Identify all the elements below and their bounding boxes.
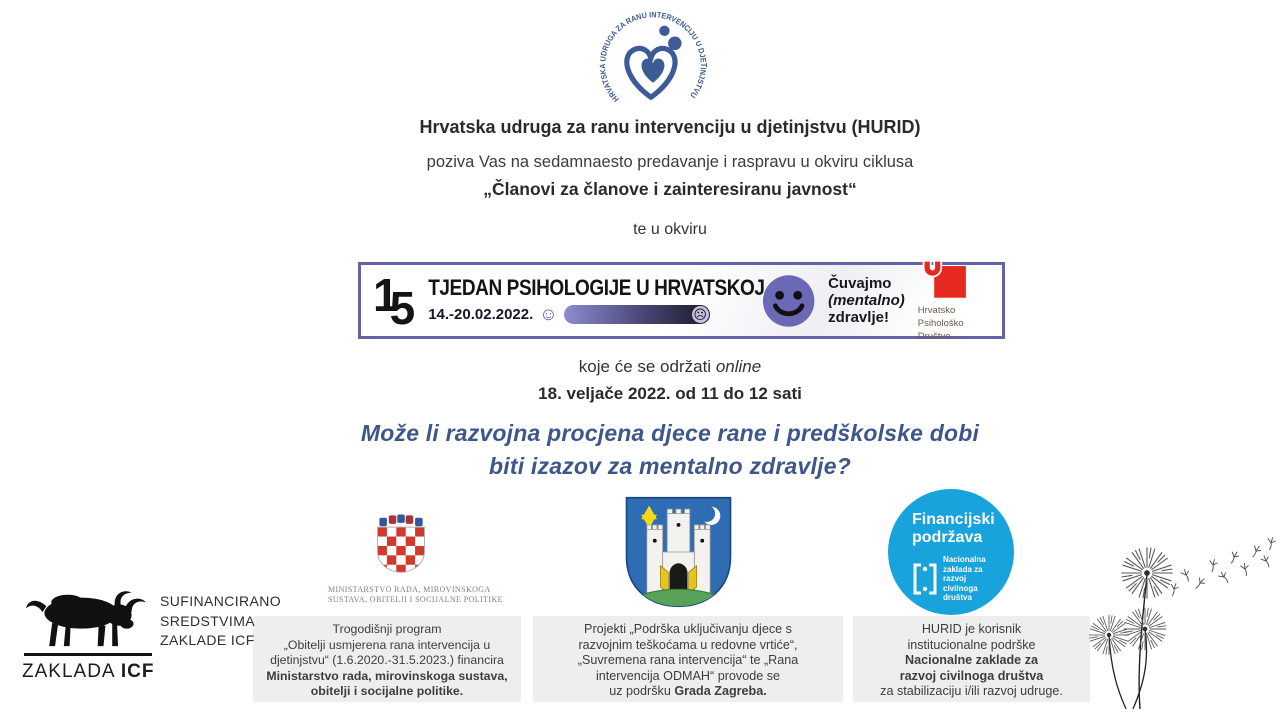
hpd-logo-block bbox=[918, 259, 994, 342]
note-line: Projekti „Podrška uključivanju djece s bbox=[584, 622, 792, 636]
lecture-question-line2: biti izazov za mentalno zdravlje? bbox=[489, 453, 851, 479]
slogan-line: Čuvajmo bbox=[828, 275, 892, 292]
crown-shields bbox=[379, 514, 422, 526]
banner-title-block bbox=[428, 275, 765, 324]
icf-rule bbox=[24, 653, 152, 656]
note-line: djetinjstvu“ (1.6.2020.-31.5.2023.) financira bbox=[270, 653, 504, 667]
digit-5: 5 bbox=[389, 281, 416, 334]
hpd-name-line: Hrvatsko bbox=[917, 305, 956, 316]
note-line: HURID je korisnik bbox=[921, 622, 1022, 636]
foundation-support-line1: Financijski bbox=[912, 511, 995, 528]
foundation-name-line: društva bbox=[943, 593, 972, 602]
note-box-zagreb bbox=[533, 616, 843, 702]
note-line: intervencija ODMAH“ provode se bbox=[595, 668, 781, 683]
zagreb-coat-of-arms-icon bbox=[622, 492, 735, 612]
dandelion-illustration-icon bbox=[1082, 533, 1277, 715]
big-smiley-icon bbox=[762, 273, 815, 329]
hurid-logo-icon bbox=[594, 8, 712, 116]
banner-date-row bbox=[428, 305, 749, 324]
icf-funding-text bbox=[160, 592, 281, 651]
slogan-line: (mentalno) bbox=[828, 292, 905, 309]
icf-funding-line: SUFINANCIRANO bbox=[160, 593, 282, 609]
note-line-bold: Grada Zagreba. bbox=[674, 684, 767, 698]
note-line: Ministarstvo rada, mirovinskoga sustava, bbox=[266, 668, 508, 683]
note-line: razvojnim teškoćama u redovne vrtiće“, bbox=[578, 637, 798, 652]
banner-dates: 14.-20.02.2022. bbox=[428, 305, 534, 323]
note-line: „Suvremena rana intervencija“ te „Rana bbox=[577, 653, 799, 667]
hpd-logo-icon bbox=[918, 259, 968, 303]
banner-title: TJEDAN PSIHOLOGIJE U HRVATSKOJ bbox=[428, 275, 765, 301]
icf-name bbox=[22, 661, 154, 683]
note-box-ministry bbox=[253, 616, 521, 702]
icf-name-bold: ICF bbox=[120, 660, 155, 682]
note-line: Trogodišnji program bbox=[332, 622, 442, 636]
hurid-logo-text: HRVATSKA UDRUGA ZA RANU INTERVENCIJU U DJETINJSTVU bbox=[598, 10, 708, 104]
hpd-name-line: Društvo bbox=[917, 331, 951, 342]
invite-line: poziva Vas na sedamnaesto predavanje i raspravu u okviru ciklusa bbox=[426, 153, 914, 171]
ministry-caption-line1: MINISTARSTVO RADA, MIROVINSKOGA bbox=[328, 585, 491, 594]
note-line: za stabilizaciju i/ili razvoj udruge. bbox=[880, 684, 1063, 698]
banner-number-15 bbox=[373, 268, 416, 334]
foundation-name-line: Nacionalna bbox=[943, 555, 986, 564]
note-line: Nacionalne zaklade za bbox=[905, 653, 1038, 667]
brackets-icon bbox=[912, 562, 938, 596]
hpd-name-line: Psihološko bbox=[917, 318, 964, 329]
foundation-name-line: zaklada za bbox=[943, 564, 983, 574]
lecture-question-line1: Može li razvojna procjena djece rane i predškolske dobi bbox=[360, 420, 980, 446]
note-line: razvoj civilnoga društva bbox=[899, 668, 1044, 683]
foundation-name-line: razvoj bbox=[943, 574, 967, 583]
icf-logo-block bbox=[22, 586, 154, 683]
smiley-icon: ☺ bbox=[539, 304, 558, 324]
held-prefix: koje će se održati bbox=[578, 357, 716, 376]
psychology-week-banner bbox=[358, 262, 1005, 342]
within-line: te u okviru bbox=[633, 221, 707, 238]
note-line: institucionalne podrške bbox=[907, 637, 1036, 652]
small-heart-icon bbox=[642, 59, 665, 83]
note-line bbox=[533, 684, 843, 700]
figure-head-icon bbox=[659, 26, 669, 36]
event-datetime: 18. veljače 2022. od 11 do 12 sati bbox=[538, 384, 802, 403]
figure-head-icon bbox=[668, 37, 682, 51]
held-line bbox=[60, 357, 1280, 377]
icf-funding-line: SREDSTVIMA bbox=[160, 612, 256, 629]
digit-1: 1 bbox=[373, 268, 399, 321]
held-mode: online bbox=[715, 357, 762, 376]
ministry-caption-line2: SUSTAVA, OBITELJI I SOCIJALNE POLITIKE bbox=[328, 595, 503, 604]
note-box-foundation bbox=[853, 616, 1090, 702]
foundation-name bbox=[943, 555, 986, 603]
slogan-line: zdravlje! bbox=[828, 309, 889, 326]
icf-name-regular: ZAKLADA bbox=[22, 660, 121, 682]
croatian-coat-of-arms-icon bbox=[372, 514, 430, 576]
mood-gradient-bar bbox=[564, 305, 710, 324]
ministry-logo-block bbox=[328, 514, 503, 605]
sad-face-icon: ☹ bbox=[693, 306, 707, 322]
note-line: obitelji i socijalne politike. bbox=[310, 684, 464, 698]
icf-funding-line: ZAKLADE ICF bbox=[160, 632, 255, 648]
note-line: „Obitelji usmjerena rana intervencija u bbox=[283, 637, 491, 652]
org-title: Hrvatska udruga za ranu intervenciju u djetinjstvu (HURID) bbox=[419, 117, 921, 137]
banner-slogan bbox=[828, 275, 905, 326]
bull-logo-icon bbox=[23, 586, 153, 648]
foundation-name-line: civilnoga bbox=[943, 583, 978, 593]
note-line-prefix: uz podršku bbox=[609, 684, 675, 698]
foundation-support-line2: podržava bbox=[912, 529, 983, 546]
cycle-title: „Članovi za članove i zainteresiranu javnost“ bbox=[483, 179, 857, 199]
national-foundation-badge bbox=[888, 489, 1014, 615]
